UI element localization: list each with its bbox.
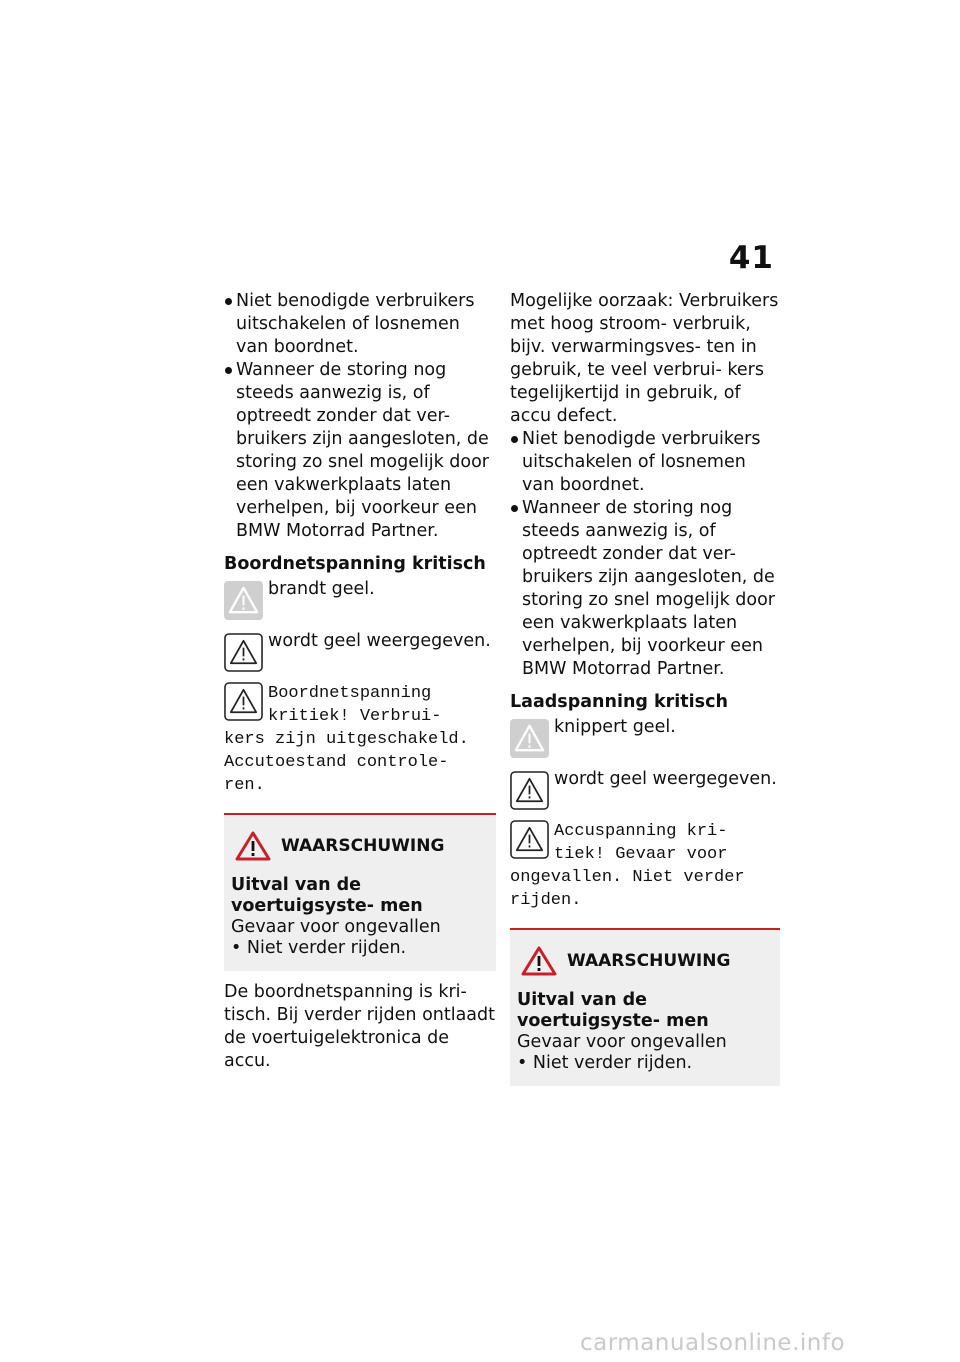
list-item: Wanneer de storing nog steeds aanwezig is, of optreedt zonder dat ver- bruikers zijn aangesloten, de storing zo snel mogelijk door een vakwerkplaats laten verhelpen, bij voorkeur een BMW Motorrad Partner. (510, 497, 780, 681)
display-text-line: kritiek! Verbrui- (268, 707, 442, 726)
warning-triangle-outline-icon (510, 771, 549, 810)
symbol-description: wordt geel weergegeven. (268, 631, 491, 651)
warning-body: Gevaar voor ongevallen (231, 917, 441, 937)
list-item: Wanneer de storing nog steeds aanwezig is, of optreedt zonder dat ver- bruikers zijn aangesloten, de storing zo snel mogelijk door een vakwerkplaats laten verhelpen, bij voorkeur een BMW Motorrad Partner. (224, 359, 496, 543)
list-item: Niet benodigde verbruikers uitschakelen of losnemen van boordnet. (224, 290, 496, 359)
warning-subtitle: Uitval van de voertuigsyste- men (231, 875, 423, 916)
warning-title: WAARSCHUWING (281, 835, 445, 856)
display-text-line: ongevallen. Niet verder (510, 868, 745, 887)
warning-triangle-outline-icon (224, 682, 263, 721)
right-column (510, 290, 780, 1086)
warning-box (224, 813, 496, 971)
symbol-description: knippert geel. (554, 717, 676, 737)
warning-triangle-filled-icon (224, 581, 263, 620)
display-message (510, 820, 780, 912)
paragraph: Mogelijke oorzaak: Verbruikers met hoog stroom- verbruik, bijv. verwarmingsves- ten in gebruik, te veel verbrui- kers tegelijkertijd in gebruik, of accu defect. (510, 291, 779, 426)
symbol-description: wordt geel weergegeven. (554, 769, 777, 789)
warning-triangle-outline-icon (224, 633, 263, 672)
display-text-line: Accuspanning kri- (554, 822, 728, 841)
display-text-line: Boordnetspanning (268, 684, 432, 703)
warning-triangle-outline-icon (510, 820, 549, 859)
section-heading: Boordnetspanning kritisch (224, 554, 486, 574)
warning-bullet: • Niet verder rijden. (517, 1053, 693, 1073)
list-item: Niet benodigde verbruikers uitschakelen of losnemen van boordnet. (510, 428, 780, 497)
warning-subtitle: Uitval van de voertuigsyste- men (517, 990, 709, 1031)
warning-triangle-red-icon (235, 831, 271, 861)
symbol-description: brandt geel. (268, 579, 375, 599)
warning-box (510, 928, 780, 1086)
warning-title: WAARSCHUWING (567, 950, 731, 971)
display-text-line: ren. (224, 776, 265, 795)
symbol-row (224, 578, 496, 618)
warning-body: Gevaar voor ongevallen (517, 1032, 727, 1052)
left-column (224, 290, 496, 1073)
warning-triangle-filled-icon (510, 719, 549, 758)
symbol-row (224, 630, 496, 670)
page-number: 41 (728, 240, 774, 276)
display-text-line: tiek! Gevaar voor (554, 845, 728, 864)
section-heading: Laadspanning kritisch (510, 692, 728, 712)
warning-bullet: • Niet verder rijden. (231, 938, 407, 958)
symbol-row (510, 768, 780, 808)
symbol-row (510, 716, 780, 756)
watermark: carmanualsonline.info (580, 1330, 846, 1356)
display-message (224, 682, 496, 797)
display-text-line: Accutoestand controle- (224, 753, 449, 772)
paragraph: De boordnetspanning is kri- tisch. Bij verder rijden ontlaadt de voertuigelektronica de accu. (224, 982, 496, 1071)
display-text-line: rijden. (510, 891, 582, 910)
display-text-line: kers zijn uitgeschakeld. (224, 730, 469, 749)
warning-triangle-red-icon (521, 946, 557, 976)
